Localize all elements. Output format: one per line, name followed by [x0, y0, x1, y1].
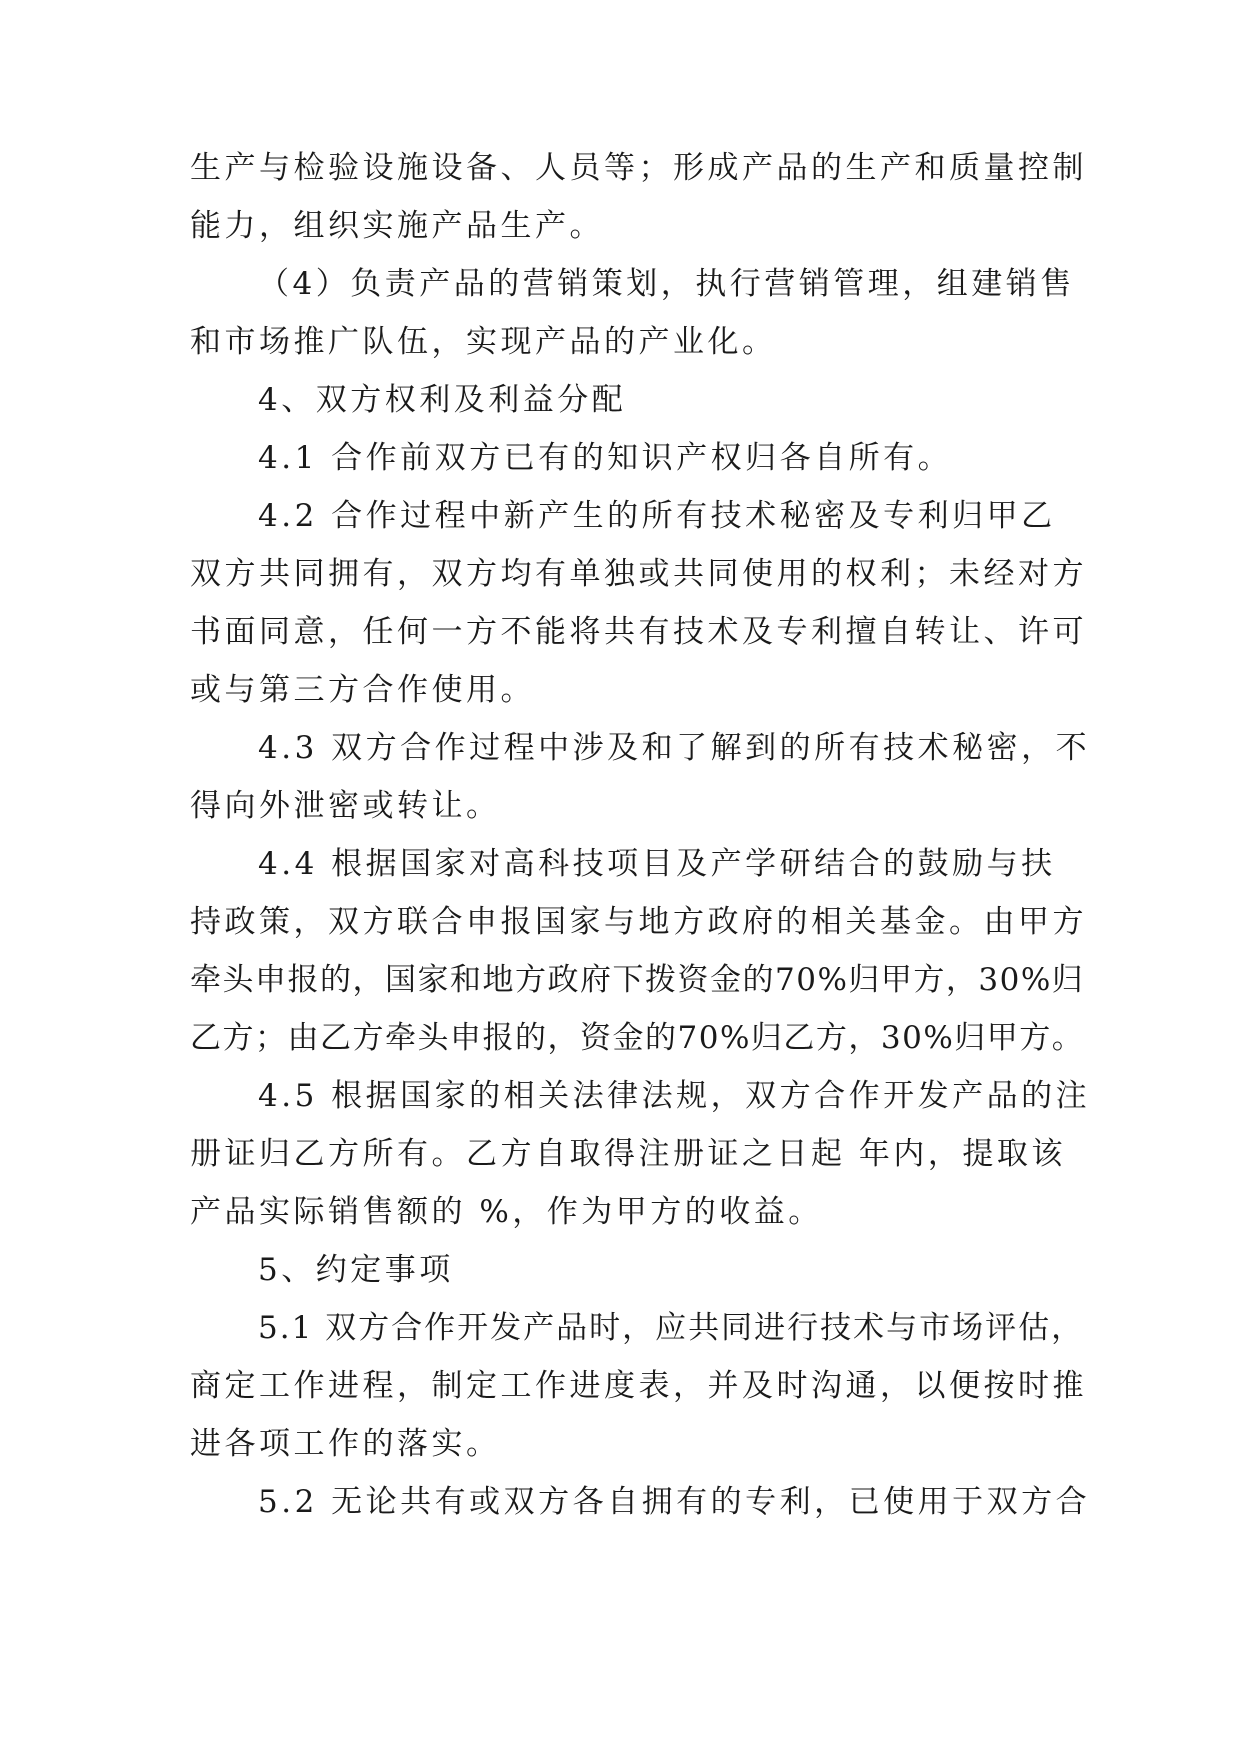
text-line: 和市场推广队伍，实现产品的产业化。	[190, 324, 777, 360]
text-line: 能力，组织实施产品生产。	[190, 208, 604, 244]
section-heading: 5、约定事项	[258, 1252, 454, 1288]
text-line: 得向外泄密或转让。	[190, 788, 501, 824]
text-line: 持政策，双方联合申报国家与地方政府的相关基金。由甲方	[190, 904, 1087, 940]
section-heading: 4、双方权利及利益分配	[258, 382, 627, 418]
text-line: 或与第三方合作使用。	[190, 672, 535, 708]
text-line: 4.3 双方合作过程中涉及和了解到的所有技术秘密，不	[258, 730, 1091, 766]
text-line: 4.2 合作过程中新产生的所有技术秘密及专利归甲乙	[258, 498, 1056, 534]
text-line: 4.4 根据国家对高科技项目及产学研结合的鼓励与扶	[258, 846, 1056, 882]
text-line: 乙方；由乙方牵头申报的，资金的70%归乙方，30%归甲方。	[190, 1020, 1085, 1056]
text-line: 产品实际销售额的 %，作为甲方的收益。	[190, 1194, 823, 1230]
text-line: 双方共同拥有，双方均有单独或共同使用的权利；未经对方	[190, 556, 1087, 592]
text-line: 牵头申报的，国家和地方政府下拨资金的70%归甲方，30%归	[190, 962, 1085, 998]
text-line: 进各项工作的落实。	[190, 1426, 501, 1462]
text-line: 书面同意，任何一方不能将共有技术及专利擅自转让、许可	[190, 614, 1087, 650]
text-line: 5.2 无论共有或双方各自拥有的专利，已使用于双方合	[258, 1484, 1091, 1520]
text-line: 生产与检验设施设备、人员等；形成产品的生产和质量控制	[190, 150, 1087, 186]
text-line: 4.1 合作前双方已有的知识产权归各自所有。	[258, 440, 953, 476]
text-line: 4.5 根据国家的相关法律法规，双方合作开发产品的注	[258, 1078, 1091, 1114]
text-line: 商定工作进程，制定工作进度表，并及时沟通，以便按时推	[190, 1368, 1087, 1404]
text-line: 5.1 双方合作开发产品时，应共同进行技术与市场评估，	[258, 1310, 1085, 1346]
text-line: 册证归乙方所有。乙方自取得注册证之日起 年内，提取该	[190, 1136, 1066, 1172]
text-line: （4）负责产品的营销策划，执行营销管理，组建销售	[258, 266, 1075, 302]
